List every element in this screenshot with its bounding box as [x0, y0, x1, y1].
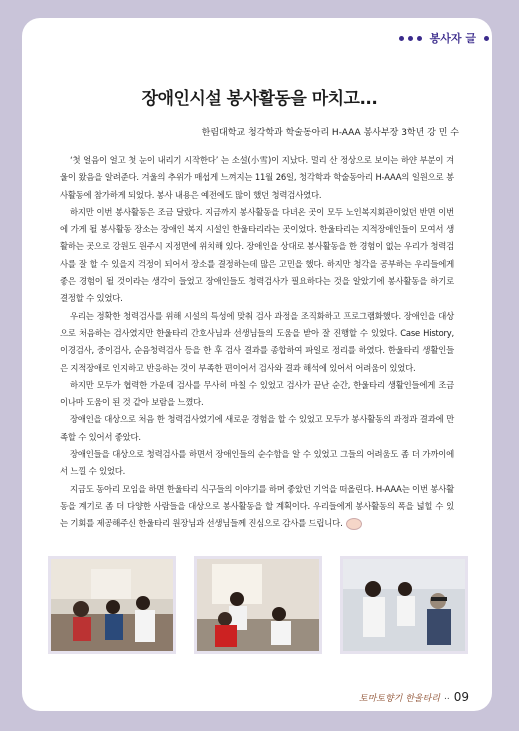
- paragraph: 장애인들을 대상으로 청력검사를 하면서 장애인들의 순수함을 알 수 있었고 그들의 어려움도 좀 더 가까이에서 느낄 수 있었다.: [60, 449, 454, 477]
- paragraph: 우리는 정확한 청력검사를 위해 시설의 특성에 맞춰 검사 과정을 조직화하고 프로그램화했다. 장애인을 대상으로 처음하는 검사였지만 한울타리 간호사님과 선생님들의 도움을 받아 잘 진행할 수 있었다. Case History, 이경검사, 중이검사, 순음청력검사 등을 한 후 검사 결과를 종합하여 파일로 정리를 하였다. 한울타리 생활인들은 지적장애로 인지하고 반응하는 것이 부족한 편이어서 검사와 결과 해석에 있어서 어려움이 있었다.: [60, 310, 454, 373]
- article-title: 장애인시설 봉사활동을 마치고...: [141, 89, 378, 109]
- paragraph: 장애인을 대상으로 처음 한 청력검사였기에 새로운 경험을 할 수 있었고 모두가 봉사활동의 과정과 결과에 만족할 수 있어서 좋았다.: [60, 414, 454, 442]
- bullet-dot-icon: [408, 36, 413, 41]
- footer-text: 토마토향기 한울타리: [358, 693, 440, 704]
- bullet-dot-icon: [399, 36, 404, 41]
- article-body: [60, 152, 454, 533]
- paragraph: 하지만 모두가 협력한 가운데 검사를 무사히 마칠 수 있었고 검사가 끝난 순간, 한울타리 생활인들에게 조금이나마 도움이 된 것 같아 보람을 느꼈다.: [60, 379, 454, 408]
- photo-hearing-test-3: [340, 556, 468, 654]
- paragraph-text: 지금도 동아리 모임을 하면 한울타리 식구들의 이야기를 하며 좋았던 기억을 떠올린다. H-AAA는 이번 봉사활동을 계기로 좀 더 다양한 사람들을 대상으로 봉사활동을 할 계획이다. 우리들에게 봉사활동의 폭을 넓힐 수 있는 기회를 제공해주신 한울타리 원장님과 선생님들께 진심으로 감사를 드립니다.: [60, 483, 454, 529]
- photo-image: [343, 559, 465, 651]
- byline: 한림대학교 청각학과 학술동아리 H-AAA 봉사부장 3학년 강 민 수: [201, 128, 459, 138]
- photo-image: [51, 559, 173, 651]
- emoticon-icon: [346, 518, 362, 530]
- bullet-dot-icon: [484, 36, 489, 41]
- photo-hearing-test-1: [48, 556, 176, 654]
- page-number: 09: [453, 690, 469, 704]
- bullet-dot-icon: [417, 36, 422, 41]
- page-footer: [359, 690, 469, 704]
- section-tag: [399, 30, 489, 46]
- footer-separator: ..: [443, 692, 450, 702]
- photo-strip: [48, 556, 468, 656]
- photo-image: [197, 559, 319, 651]
- section-tag-label: 봉사자 글: [429, 32, 476, 45]
- paragraph-last: [60, 481, 454, 533]
- paragraph: ‘첫 얼음이 얼고 첫 눈이 내리기 시작한다’ 는 소설(小雪)이 지났다. 멀리 산 정상으로 보이는 하얀 부분이 겨울이 왔음을 알려준다. 겨울의 추위가 매섭게 느껴지는 11월 26일, 청각학과 학술동아리 H-AAA의 일원으로 봉사활동에 참가하게 되었다. 봉사 내용은 예전에도 많이 했던 청력검사였다.: [60, 155, 454, 200]
- paragraph: 하지만 이번 봉사활동은 조금 달랐다. 지금까지 봉사활동을 다녀온 곳이 모두 노인복지회관이었던 반면 이번에 가게 될 봉사활동 장소는 장애인 복지 시설인 한울타리라는 곳이었다. 한울타리는 지적장애인들이 모여서 생활하는 곳으로 강원도 원주시 지정면에 위치해 있다. 장애인을 상대로 봉사활동을 한 경험이 없는 우리가 청력검사를 잘 할 수 있을지 걱정이 되어서 장소를 결정하는데 많은 고민을 했다. 하지만 청각을 공부하는 우리들에게 좋은 경험이 될 것이라는 생각이 들었고 장애인들도 청력검사가 필요하다는 것을 알았기에 봉사활동을 하기로 결정할 수 있었다.: [60, 206, 454, 304]
- photo-hearing-test-2: [194, 556, 322, 654]
